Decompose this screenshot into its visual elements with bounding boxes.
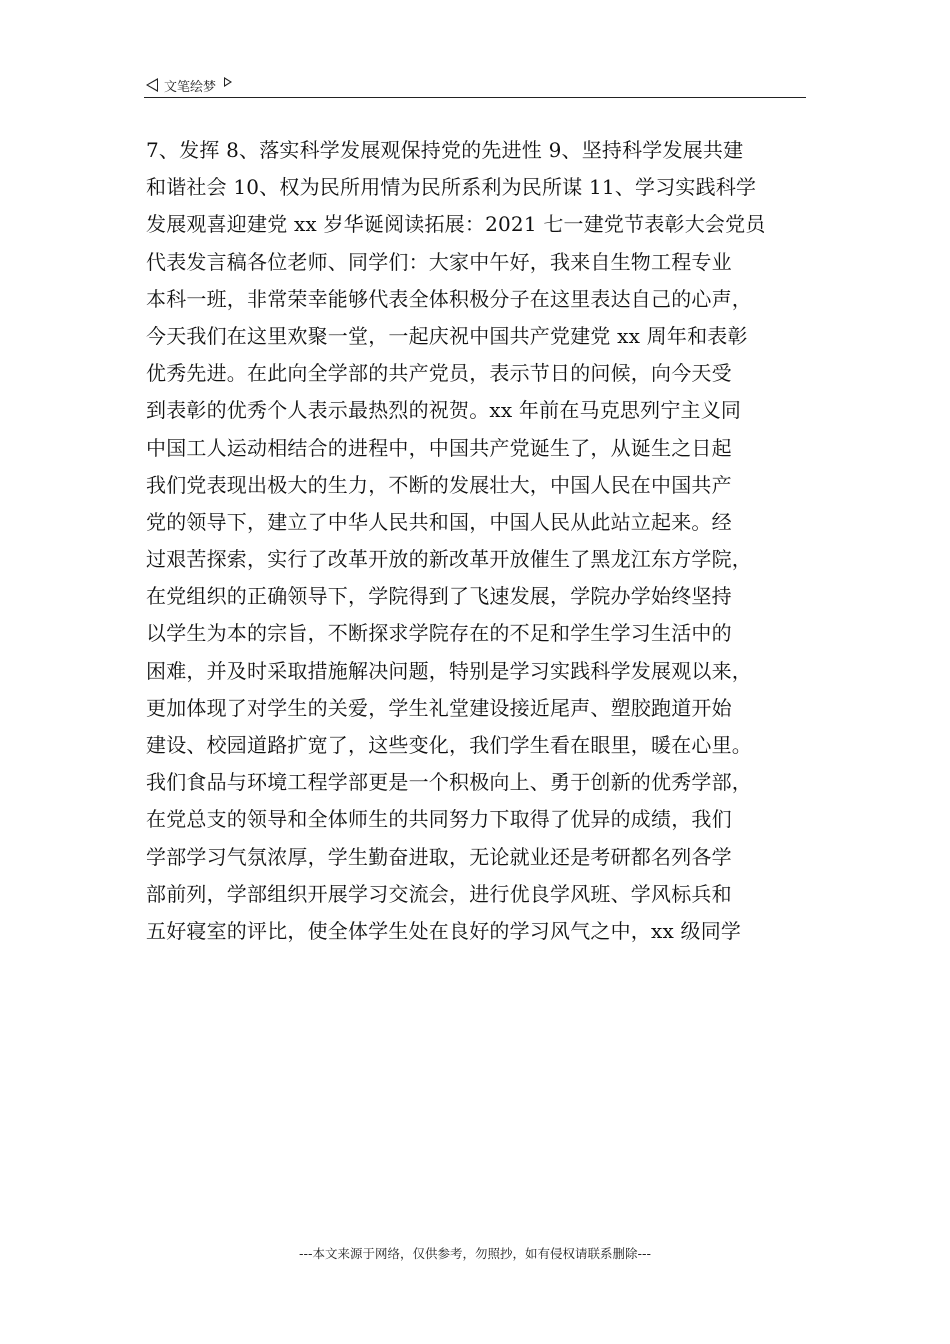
text-line: 本科一班，非常荣幸能够代表全体积极分子在这里表达自己的心声， xyxy=(146,286,752,311)
text-line: 过艰苦探索，实行了改革开放的新改革开放催生了黑龙江东方学院， xyxy=(146,547,752,572)
text-line: 以学生为本的宗旨，不断探求学院存在的不足和学生学习生活中的 xyxy=(146,621,732,646)
page-header xyxy=(146,74,232,96)
text-line: 和谐社会 10、权为民所用情为民所系利为民所谋 11、学习实践科学 xyxy=(146,175,757,200)
text-line: 部前列，学部组织开展学习交流会，进行优良学风班、学风标兵和 xyxy=(146,881,732,906)
text-line: 中国工人运动相结合的进程中，中国共产党诞生了，从诞生之日起 xyxy=(146,435,732,460)
header-title: 文笔绘梦 xyxy=(164,79,217,95)
text-line: 建设、校园道路扩宽了，这些变化，我们学生看在眼里，暖在心里。 xyxy=(146,733,752,757)
triangle-left-icon xyxy=(146,78,158,92)
text-line: 代表发言稿各位老师、同学们：大家中午好，我来自生物工程专业 xyxy=(146,249,732,274)
text-line: 发展观喜迎建党 xx 岁华诞阅读拓展：2021 七一建党节表彰大会党员 xyxy=(146,212,766,237)
footer-notice: ---本文来源于网络，仅供参考，勿照抄，如有侵权请联系删除--- xyxy=(298,1246,652,1261)
text-line: 优秀先进。在此向全学部的共产党员，表示节日的问候，向今天受 xyxy=(146,361,732,386)
text-line: 五好寝室的评比，使全体学生处在良好的学习风气之中，xx 级同学 xyxy=(146,918,742,943)
triangle-right-icon xyxy=(224,77,232,87)
document-body xyxy=(146,132,816,950)
text-line: 今天我们在这里欢聚一堂，一起庆祝中国共产党建党 xx 周年和表彰 xyxy=(146,323,748,348)
text-line: 7、发挥 8、落实科学发展观保持党的先进性 9、坚持科学发展共建 xyxy=(146,138,744,162)
text-line: 我们食品与环境工程学部更是一个积极向上、勇于创新的优秀学部， xyxy=(146,770,752,795)
text-line: 困难，并及时采取措施解决问题，特别是学习实践科学发展观以来， xyxy=(146,658,752,683)
text-line: 在党组织的正确领导下，学院得到了飞速发展，学院办学始终坚持 xyxy=(146,584,732,609)
text-line: 在党总支的领导和全体师生的共同努力下取得了优异的成绩，我们 xyxy=(146,807,732,832)
text-line: 更加体现了对学生的关爱，学生礼堂建设接近尾声、塑胶跑道开始 xyxy=(146,695,732,720)
text-line: 学部学习气氛浓厚，学生勤奋进取，无论就业还是考研都名列各学 xyxy=(146,844,732,869)
header-divider xyxy=(144,97,806,98)
text-line: 党的领导下，建立了中华人民共和国，中国人民从此站立起来。经 xyxy=(146,509,732,534)
text-line: 到表彰的优秀个人表示最热烈的祝贺。xx 年前在马克思列宁主义同 xyxy=(146,398,742,423)
text-line: 我们党表现出极大的生力，不断的发展壮大，中国人民在中国共产 xyxy=(146,472,732,497)
